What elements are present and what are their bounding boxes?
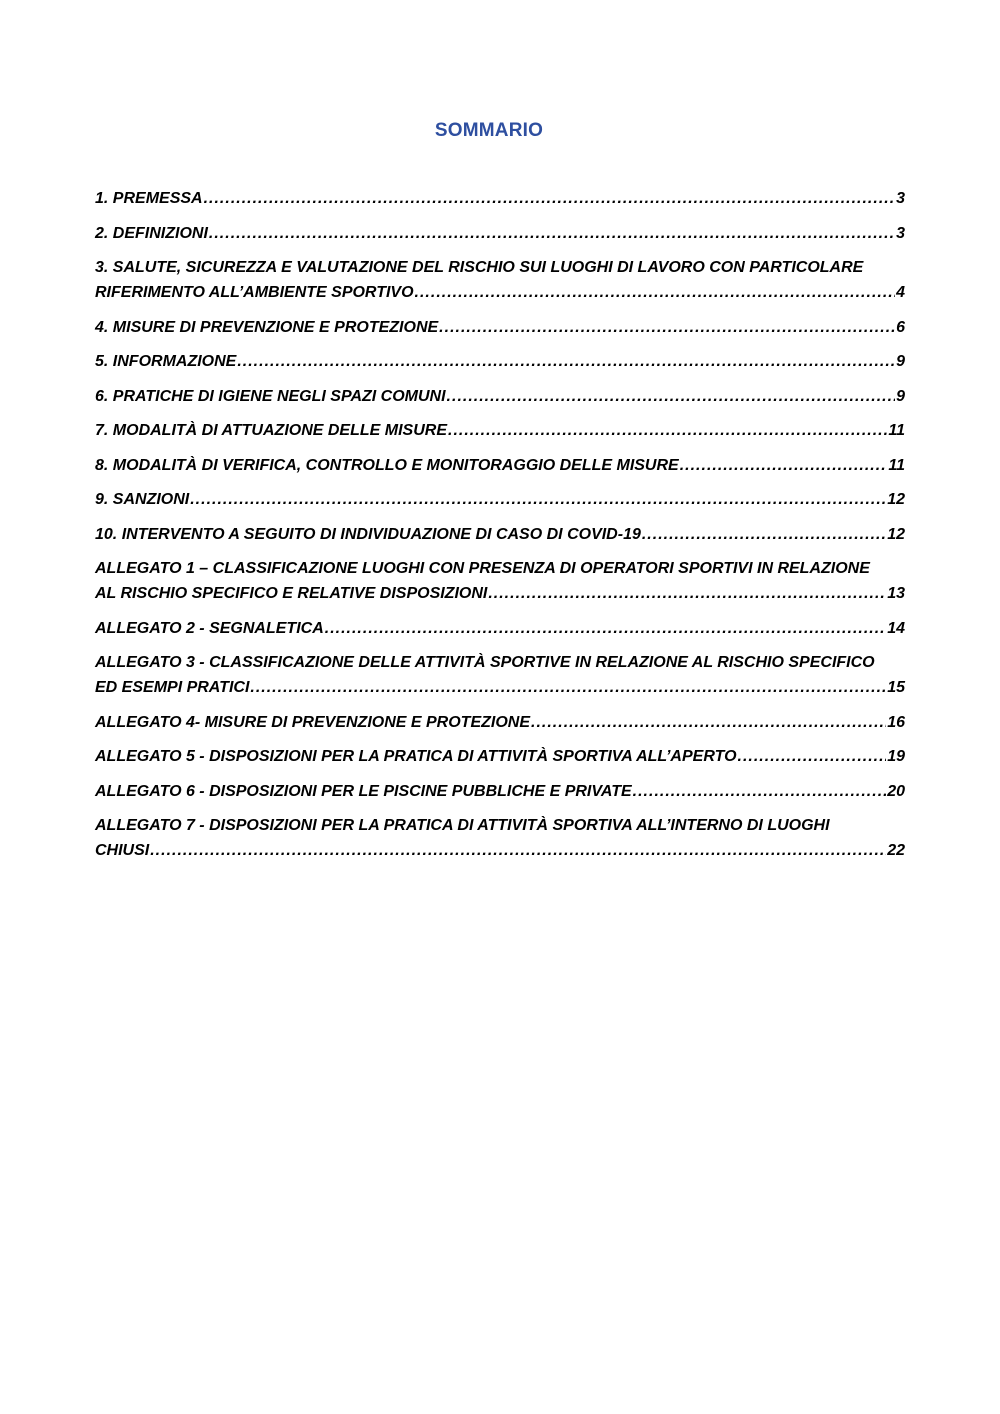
dot-leader	[415, 280, 896, 305]
toc-page-number: 3	[896, 190, 905, 207]
toc-page-number: 11	[888, 456, 905, 474]
dot-leader	[439, 315, 895, 340]
dot-leader	[448, 418, 887, 443]
dot-leader	[447, 384, 896, 409]
toc-entry-line	[95, 522, 905, 547]
toc-page-number: 22	[887, 842, 905, 859]
toc-page-number: 9	[896, 387, 905, 405]
toc-entry-line	[95, 581, 905, 606]
dot-leader	[325, 616, 886, 641]
toc-entry-line	[95, 838, 905, 863]
toc-entry[interactable]	[95, 453, 905, 478]
toc-entry-label: AL RISCHIO SPECIFICO E RELATIVE DISPOSIZIONI	[95, 585, 488, 602]
toc-entry-label: 10. INTERVENTO A SEGUITO DI INDIVIDUAZIONE DI CASO DI COVID-19	[95, 525, 641, 543]
page-title: SOMMARIO	[434, 120, 544, 141]
toc-entry-line	[95, 384, 905, 409]
dot-leader	[642, 522, 886, 547]
toc-entry[interactable]	[95, 710, 905, 735]
toc-page-number: 16	[887, 713, 905, 731]
toc-entry-label: 2. DEFINIZIONI	[95, 224, 208, 242]
toc-entry-label: CHIUSI	[95, 842, 150, 859]
toc-entry-label: RIFERIMENTO ALL’AMBIENTE SPORTIVO	[95, 284, 414, 301]
toc-entry-label: 9. SANZIONI	[95, 491, 190, 508]
toc-entry-line	[95, 779, 905, 804]
toc-entry-line	[95, 186, 905, 211]
toc-entry-line	[95, 616, 905, 641]
toc-page-number: 6	[896, 318, 905, 336]
toc-entry-line	[95, 453, 905, 478]
toc-entry-label: ALLEGATO 6 - DISPOSIZIONI PER LE PISCINE PUBBLICHE E PRIVATE	[95, 782, 632, 800]
dot-leader	[531, 710, 886, 735]
toc-entry[interactable]	[95, 556, 905, 606]
toc-entry[interactable]	[95, 221, 905, 246]
toc-entry[interactable]	[95, 779, 905, 804]
toc-page-number: 12	[887, 525, 905, 543]
toc-entry-line	[95, 744, 905, 769]
table-of-contents	[95, 186, 905, 873]
toc-page-number: 9	[896, 353, 905, 370]
toc-entry-label: ALLEGATO 2 - SEGNALETICA	[95, 619, 324, 637]
dot-leader	[738, 744, 887, 769]
toc-entry[interactable]	[95, 418, 905, 443]
toc-entry[interactable]	[95, 349, 905, 374]
toc-entry-line	[95, 487, 905, 512]
toc-page-number: 4	[896, 284, 905, 301]
toc-entry[interactable]	[95, 744, 905, 769]
dot-leader	[237, 349, 895, 374]
toc-entry-line	[95, 315, 905, 340]
toc-entry-line	[95, 675, 905, 700]
toc-entry-line	[95, 418, 905, 443]
toc-entry[interactable]	[95, 255, 905, 305]
dot-leader	[488, 581, 886, 606]
toc-entry[interactable]	[95, 315, 905, 340]
toc-page-number: 15	[887, 679, 905, 696]
toc-entry-line	[95, 710, 905, 735]
toc-entry[interactable]	[95, 522, 905, 547]
toc-entry-label: ALLEGATO 5 - DISPOSIZIONI PER LA PRATICA DI ATTIVITÀ SPORTIVA ALL’APERTO	[95, 748, 737, 765]
toc-entry-text-line: 3. SALUTE, SICUREZZA E VALUTAZIONE DEL RISCHIO SUI LUOGHI DI LAVORO CON PARTICOLARE	[95, 259, 864, 276]
toc-page-number: 11	[888, 422, 905, 439]
toc-page-number: 19	[887, 748, 905, 765]
toc-entry-label: 1. PREMESSA	[95, 190, 203, 207]
toc-entry-label: 4. MISURE DI PREVENZIONE E PROTEZIONE	[95, 318, 439, 336]
dot-leader	[209, 221, 895, 246]
toc-entry-text-line: ALLEGATO 7 - DISPOSIZIONI PER LA PRATICA DI ATTIVITÀ SPORTIVA ALL’INTERNO DI LUOGHI	[95, 817, 830, 834]
toc-entry-label: 6. PRATICHE DI IGIENE NEGLI SPAZI COMUNI	[95, 387, 446, 405]
dot-leader	[190, 487, 886, 512]
toc-entry[interactable]	[95, 650, 905, 700]
toc-entry-text-line: ALLEGATO 1 – CLASSIFICAZIONE LUOGHI CON PRESENZA DI OPERATORI SPORTIVI IN RELAZIONE	[95, 560, 870, 577]
toc-entry[interactable]	[95, 186, 905, 211]
toc-entry[interactable]	[95, 813, 905, 863]
toc-page-number: 12	[887, 491, 905, 508]
toc-entry-line	[95, 280, 905, 305]
toc-entry[interactable]	[95, 487, 905, 512]
toc-entry-text-line: ALLEGATO 3 - CLASSIFICAZIONE DELLE ATTIVITÀ SPORTIVE IN RELAZIONE AL RISCHIO SPECIFICO	[95, 654, 875, 671]
dot-leader	[250, 675, 886, 700]
toc-entry-label: ED ESEMPI PRATICI	[95, 679, 250, 696]
dot-leader	[680, 453, 888, 478]
dot-leader	[204, 186, 896, 211]
toc-entry-label: 8. MODALITÀ DI VERIFICA, CONTROLLO E MONITORAGGIO DELLE MISURE	[95, 456, 679, 474]
toc-page-number: 3	[896, 224, 905, 242]
dot-leader	[150, 838, 886, 863]
toc-entry-label: ALLEGATO 4- MISURE DI PREVENZIONE E PROTEZIONE	[95, 713, 531, 731]
toc-page-number: 13	[887, 585, 905, 602]
toc-page-number: 20	[887, 782, 905, 800]
toc-entry-label: 7. MODALITÀ DI ATTUAZIONE DELLE MISURE	[95, 422, 447, 439]
toc-entry-label: 5. INFORMAZIONE	[95, 353, 237, 370]
toc-page-number: 14	[887, 619, 905, 637]
toc-entry[interactable]	[95, 384, 905, 409]
toc-entry[interactable]	[95, 616, 905, 641]
dot-leader	[633, 779, 887, 804]
toc-entry-line	[95, 349, 905, 374]
toc-entry-line	[95, 221, 905, 246]
